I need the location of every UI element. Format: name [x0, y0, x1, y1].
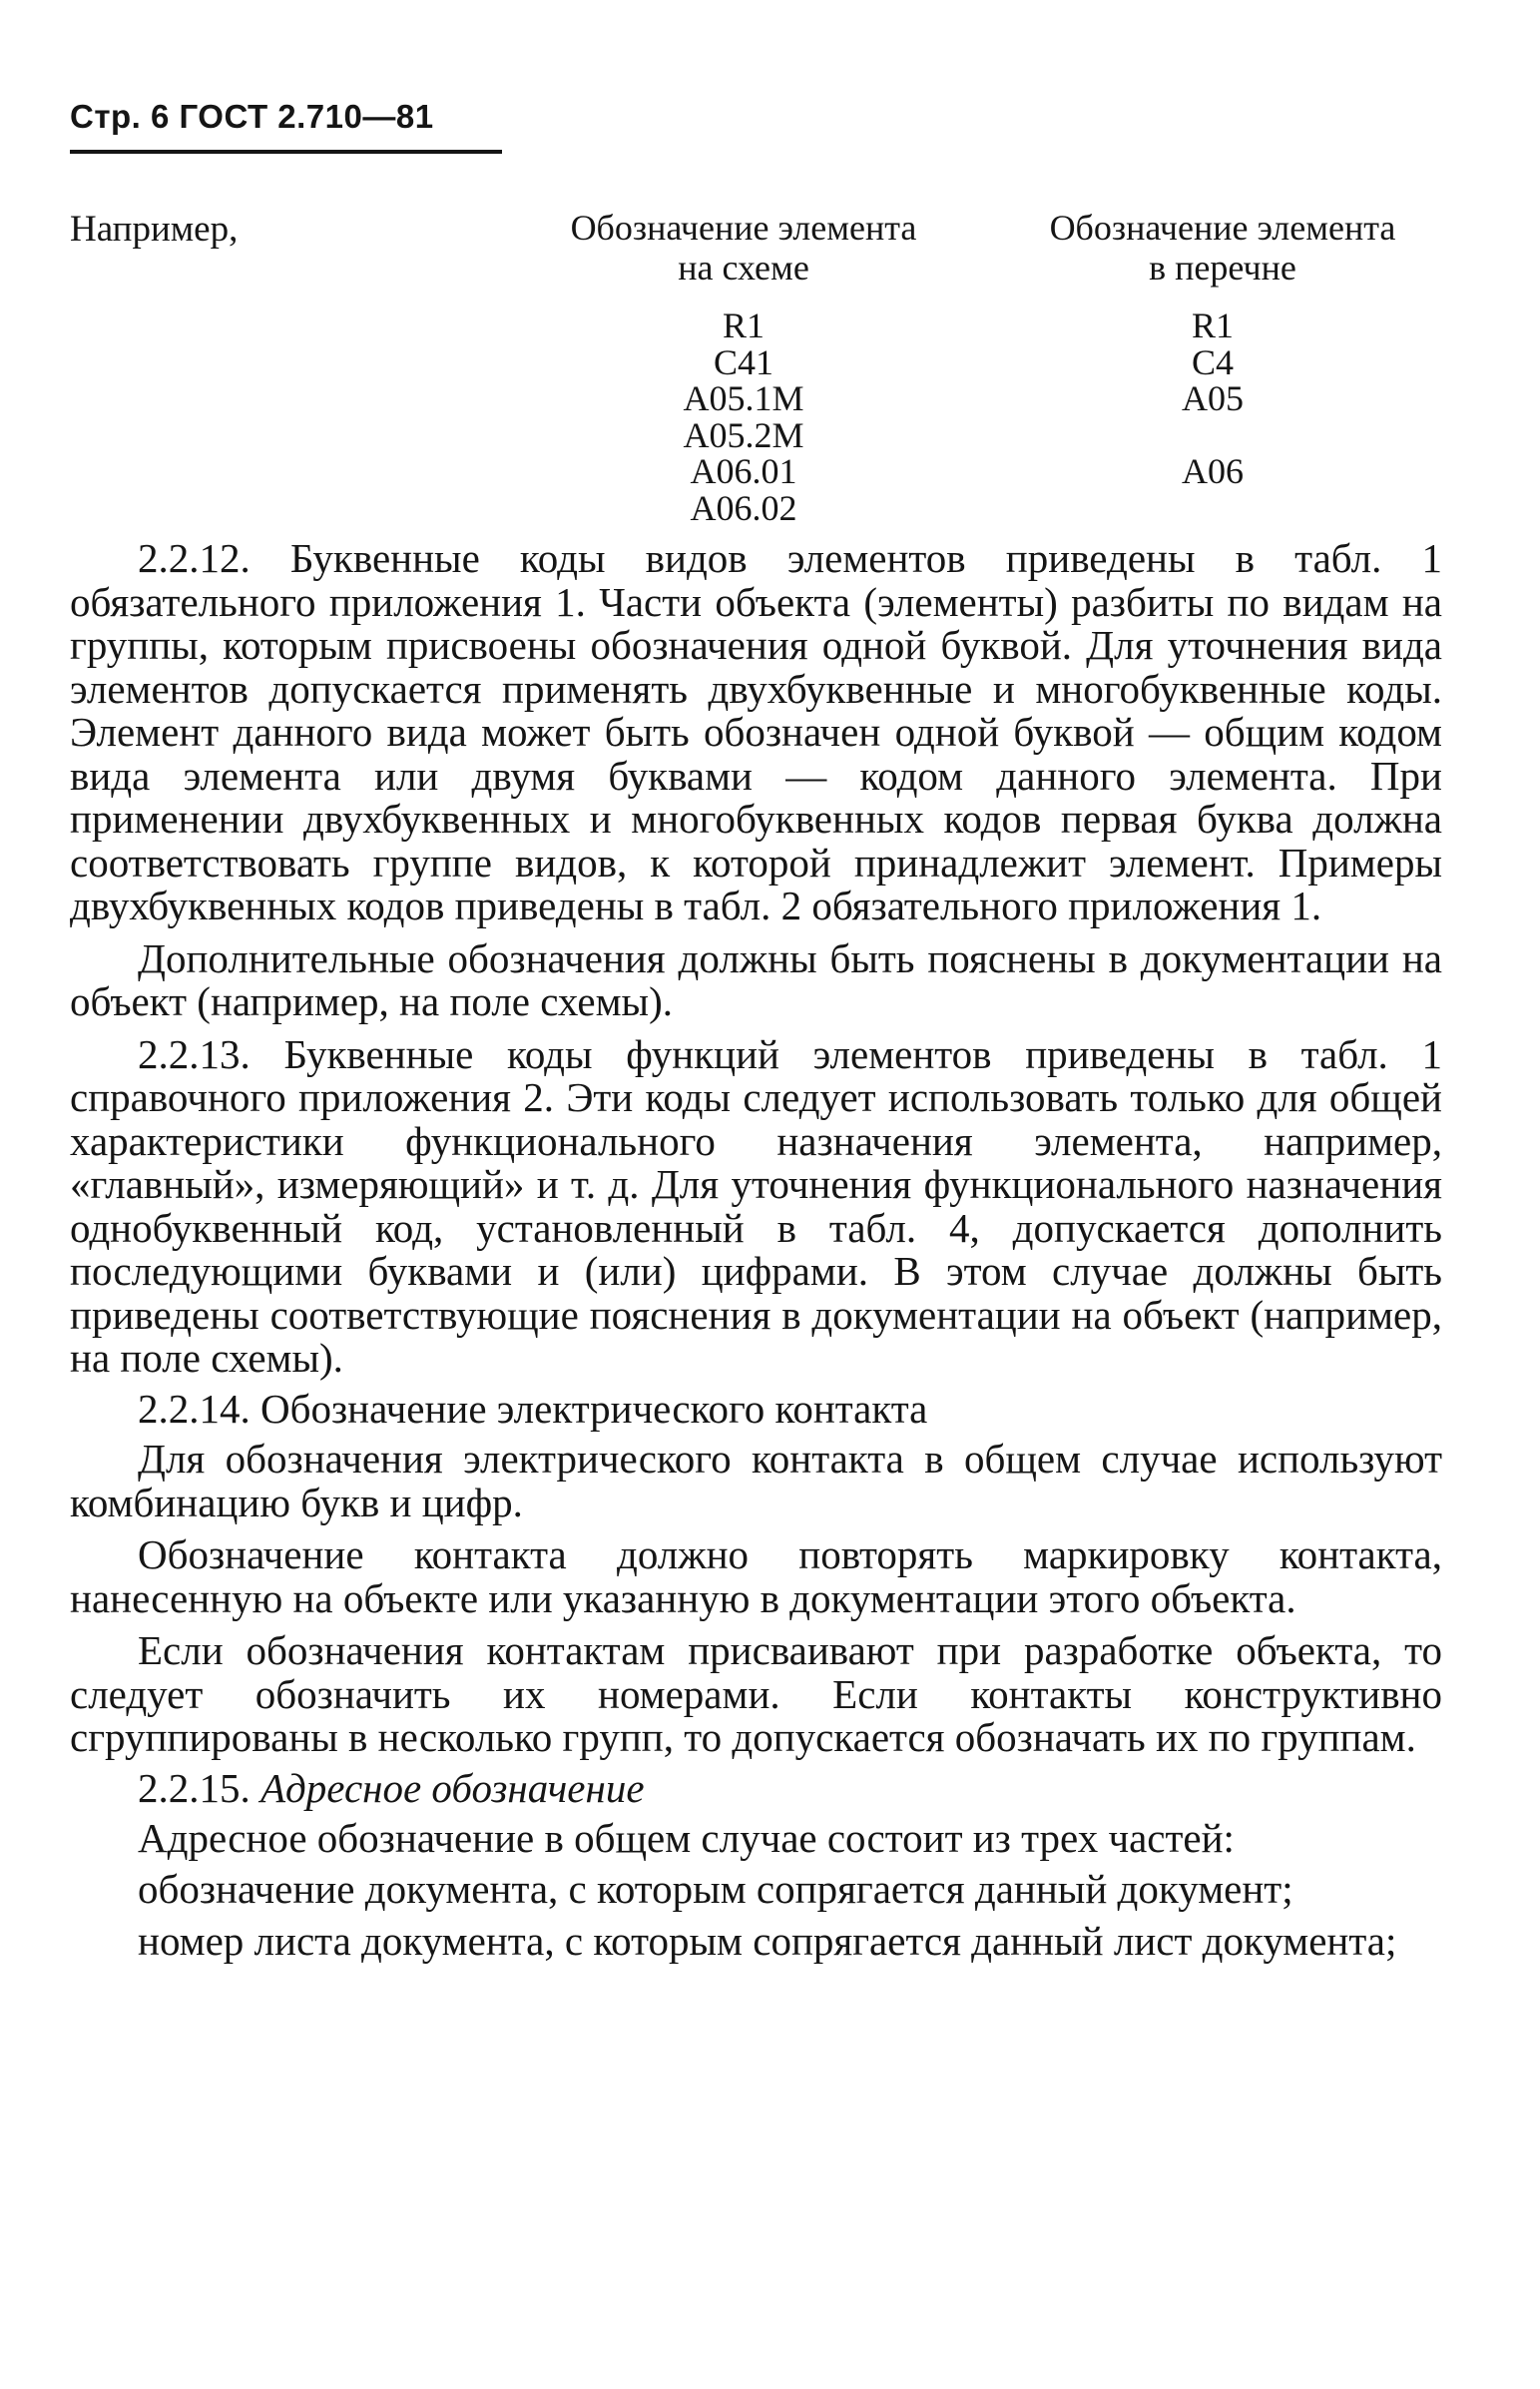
paragraph-address-1: Адресное обозначение в общем случае состоит из трех частей:	[138, 1815, 1235, 1861]
paragraph-contact-2: Обозначение контакта должно повторять маркировку контакта, нанесенную на объекте или указанную в документации этого объекта.	[70, 1531, 1442, 1621]
section-heading-2-2-14: 2.2.14. Обозначение электрического контакта	[138, 1385, 928, 1432]
list-designation-header	[1008, 208, 1437, 288]
paragraph-address-3: номер листа документа, с которым сопрягается данный лист документа;	[138, 1918, 1397, 1964]
scheme-header-line1: Обозначение элемента	[570, 208, 917, 248]
list-header-line1: Обозначение элемента	[1049, 208, 1396, 248]
list-designation-item: A05	[1182, 378, 1244, 418]
paragraph-2-2-13: 2.2.13. Буквенные коды функций элементов приведены в табл. 1 справочного приложения 2. Эти коды следует использовать только для общей характеристики функционального назначения элемента, например, «главный», измеряющий» и т. д. Для уточнения функционального назначения однобуквенный код, установленный в табл. 4, допускается дополнить последующими буквами и (или) цифрами. В этом случае должны быть приведены соответствующие пояснения в документации на объект (например, на поле схемы).	[70, 1030, 1442, 1381]
scheme-designation-list	[594, 307, 893, 526]
scheme-designation-item: R1	[722, 305, 765, 345]
list-designation-item: C4	[1191, 341, 1234, 382]
list-designation-item	[1063, 417, 1362, 454]
body-text	[70, 537, 1442, 1973]
scheme-designation-item: A05.1M	[683, 378, 804, 418]
scheme-designation-item: C41	[713, 341, 773, 382]
page-header: Стр. 6 ГОСТ 2.710—81	[70, 98, 434, 135]
paragraph-additional-designations: Дополнительные обозначения должны быть пояснены в документации на объект (например, на поле схемы).	[70, 934, 1442, 1024]
list-designation-list	[1063, 307, 1362, 526]
scheme-designation-item: A06.01	[690, 451, 797, 491]
paragraph-contact-3: Если обозначения контактам присваивают при разработке объекта, то следует обозначить их номерами. Если контакты конструктивно сгруппированы в несколько групп, то допускается обозначать их по группам.	[70, 1627, 1442, 1760]
paragraph-2-2-12: 2.2.12. Буквенные коды видов элементов приведены в табл. 1 обязательного приложения 1. Части объекта (элементы) разбиты по видам на группы, которым присвоены обозначения одной буквой. Для уточнения вида элементов допускается применять двухбуквенные и многобуквенные коды. Элемент данного вида может быть обозначен одной буквой — общим кодом вида элемента или двумя буквами — кодом данного элемента. При применении двухбуквенных и многобуквенных кодов первая буква должна соответствовать группе видов, к которой принадлежит элемент. Примеры двухбуквенных кодов приведены в табл. 2 обязательного приложения 1.	[70, 535, 1442, 928]
scheme-designation-item: A06.02	[690, 487, 797, 528]
scheme-header-line2: на схеме	[678, 248, 809, 288]
section-number-2-2-15: 2.2.15.	[138, 1764, 251, 1811]
section-title-2-2-15: Адресное обозначение	[260, 1764, 645, 1811]
list-header-line2: в перечне	[1149, 248, 1296, 288]
header-rule	[70, 150, 502, 154]
list-designation-item	[1063, 490, 1362, 527]
paragraph-contact-1: Для обозначения электрического контакта в общем случае используют комбинацию букв и цифр.	[70, 1436, 1442, 1525]
example-label: Например,	[70, 209, 239, 250]
list-designation-item: A06	[1182, 451, 1244, 491]
section-heading-2-2-15	[70, 1764, 1442, 1811]
scheme-designation-item: A05.2M	[683, 414, 804, 455]
paragraph-address-2: обозначение документа, с которым сопрягается данный документ;	[138, 1865, 1293, 1912]
list-designation-item: R1	[1191, 305, 1234, 345]
scheme-designation-header	[529, 208, 958, 288]
